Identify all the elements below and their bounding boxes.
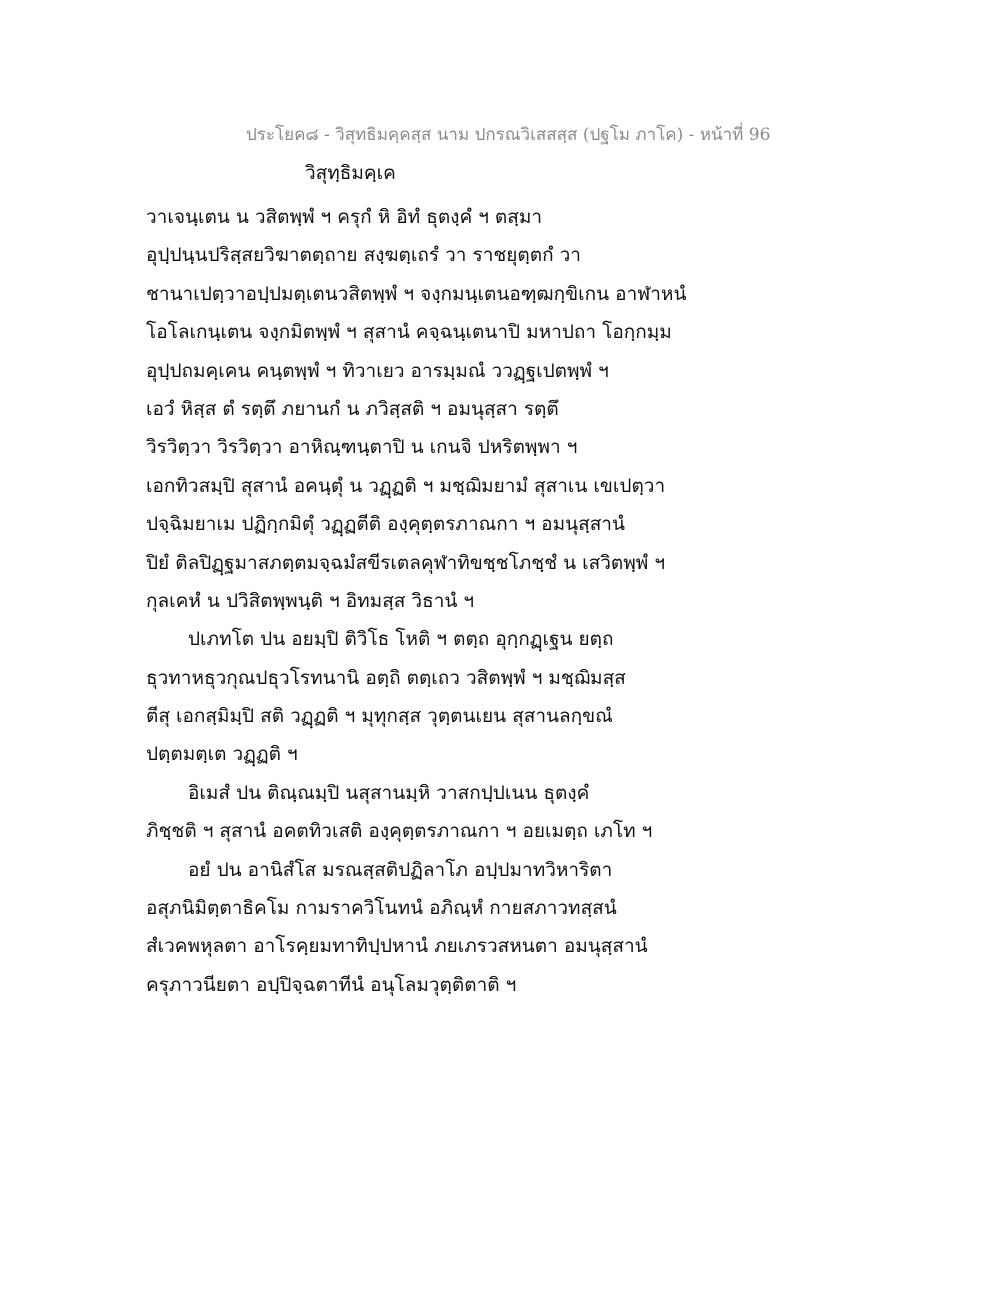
- text-line: วาเจนฺเตน น วสิตพฺพํ ฯ ครุกํ หิ อิทํ ธุตงฺคํ ฯ ตสฺมา: [146, 206, 543, 228]
- text-line: ธุวทาหธุวกุณปธุวโรทนานิ อตฺถิ ตตฺเถว วสิตพฺพํ ฯ มชฺฌิมสฺส: [146, 666, 626, 689]
- text-line: ปเภทโต ปน อยมฺปิ ติวิโธ โหติ ฯ ตตฺถ อุกฺกฏฺเฐน ยตฺถ: [188, 628, 614, 651]
- text-line: อุปฺปถมคฺเคน คนฺตพฺพํ ฯ ทิวาเยว อารมฺมณํ ววฏฺฐเปตพฺพํ ฯ: [146, 359, 609, 382]
- text-line: ชานาเปตฺวาอปฺปมตฺเตนวสิตพฺพํ ฯ จงฺกมนฺเตนอฑฺฒกฺขิเกน อาฬาหนํ: [146, 282, 687, 305]
- text-line: ตีสุ เอกสฺมิมฺปิ สติ วฏฺฏติ ฯ มุทุกสฺส วุตฺตนเยน สุสานลกฺขณํ: [146, 705, 613, 728]
- paragraph-2: [146, 620, 706, 774]
- text-line: ปตฺตมตฺเต วฏฺฏติ ฯ: [146, 743, 298, 766]
- text-line: อิเมสํ ปน ติณฺณมฺปิ นสุสานมฺหิ วาสกปฺปเนน ธุตงฺคํ: [188, 781, 590, 804]
- body-text: [146, 198, 706, 1004]
- running-header: ประโยค๘ - วิสุทธิมคฺคสฺส นาม ปกรณวิเสสสฺส (ปฐโม ภาโค) - หน้าที่ 96: [246, 125, 771, 145]
- text-line: อสุภนิมิตฺตาธิคโม กามราควิโนทนํ อภิณฺหํ กายสภาวทสฺสนํ: [146, 897, 617, 920]
- text-line: อยํ ปน อานิสํโส มรณสฺสติปฏิลาโภ อปฺปมาทวิหาริตา: [188, 858, 613, 881]
- text-line: สํเวคพหุลตา อาโรคฺยมทาทิปฺปหานํ ภยเภรวสหนตา อมนุสฺสานํ: [146, 935, 648, 958]
- text-line: ปิยํ ติลปิฏฺฐมาสภตฺตมจฺฉมํสขีรเตลคุฬาทิขชฺชโภชฺชํ น เสวิตพฺพํ ฯ: [146, 551, 666, 574]
- paragraph-3: [146, 774, 706, 851]
- text-line: อุปฺปนฺนปริสฺสยวิฆาตตฺถาย สงฺฆตฺเถรํ วา ราชยุตฺตกํ วา: [146, 244, 581, 267]
- text-line: วิรวิตฺวา วิรวิตฺวา อาหิณฺฑนฺตาปิ น เกนจิ ปหริตพฺพา ฯ: [146, 436, 578, 459]
- text-line: เอวํ หิสฺส ตํ รตฺตึ ภยานกํ น ภวิสฺสติ ฯ อมนุสฺสา รตฺตึ: [146, 397, 559, 420]
- text-line: โอโลเกนฺเตน จงฺกมิตพฺพํ ฯ สุสานํ คจฺฉนฺเตนาปิ มหาปถา โอกฺกมฺม: [146, 321, 672, 344]
- text-line: ภิชฺชติ ฯ สุสานํ อคตทิวเสติ องฺคุตฺตรภาณกา ฯ อยเมตฺถ เภโท ฯ: [146, 820, 653, 843]
- paragraph-4: [146, 851, 706, 1005]
- chapter-title: วิสุทฺธิมคฺเค: [305, 162, 396, 184]
- paragraph-1: [146, 198, 706, 620]
- text-line: เอกทิวสมฺปิ สุสานํ อคนฺตุํ น วฏฺฏติ ฯ มชฺฌิมยามํ สุสาเน เขเปตฺวา: [146, 474, 666, 497]
- text-line: ปจฺฉิมยาเม ปฏิกฺกมิตุํ วฏฺฏตีติ องฺคุตฺตรภาณกา ฯ อมนุสฺสานํ: [146, 513, 625, 536]
- text-line: กุลเคหํ น ปวิสิตพฺพนฺติ ฯ อิทมสฺส วิธานํ ฯ: [146, 589, 475, 612]
- text-line: ครุภาวนียตา อปฺปิจฺฉตาทีนํ อนุโลมวุตฺติตาติ ฯ: [146, 973, 517, 996]
